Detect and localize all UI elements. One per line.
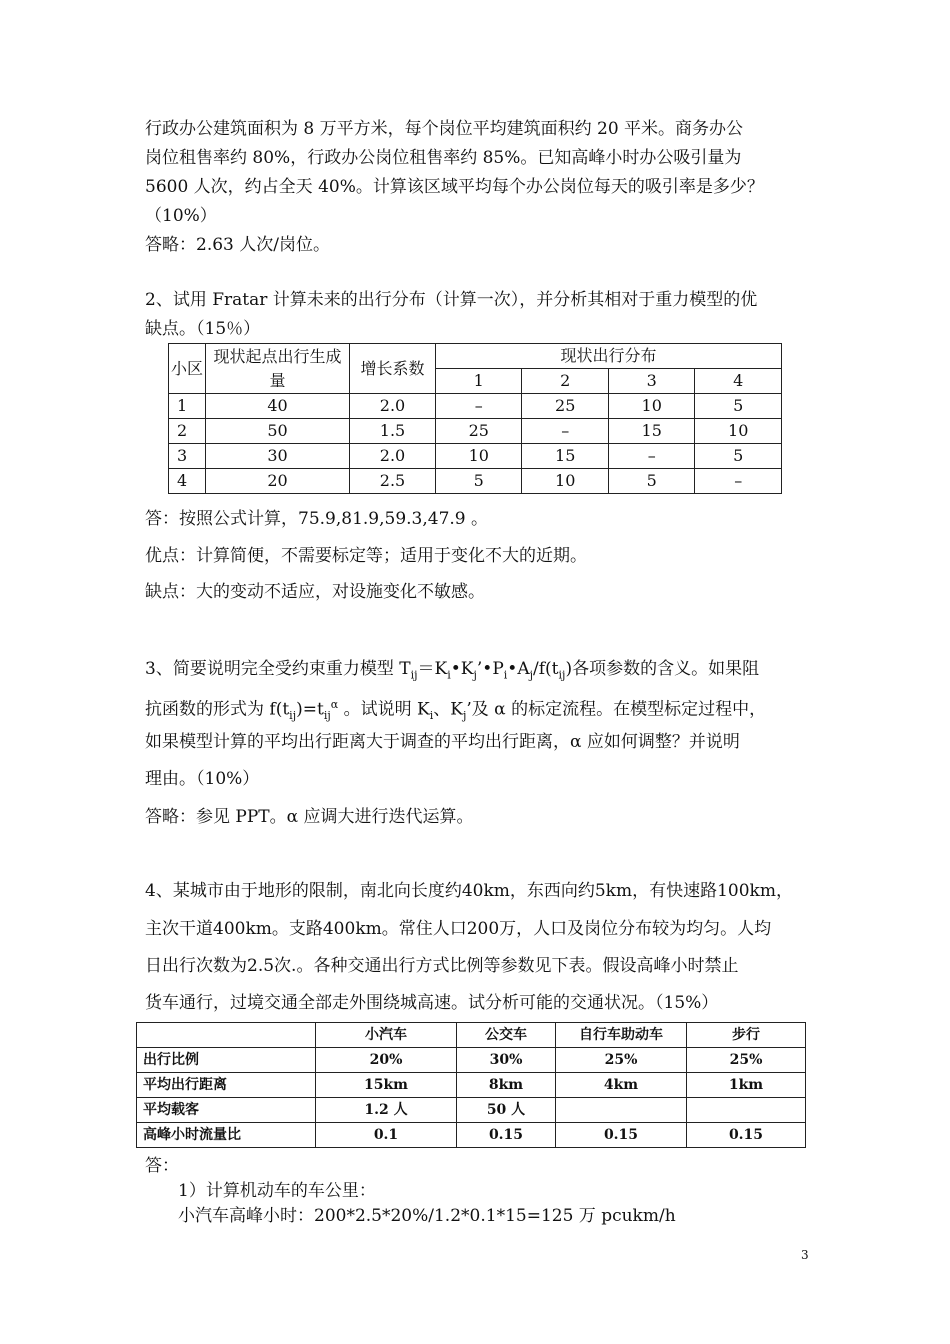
q3-line-4: 理由。（10%） <box>145 769 260 789</box>
table-header-growth: 增长系数 <box>350 344 436 394</box>
table-header-generation: 现状起点出行生成量 <box>206 344 350 394</box>
q4-line-1: 4、某城市由于地形的限制，南北向长度约40km，东西向约5km，有快速路100km， <box>145 881 793 901</box>
q3-line-2: 抗函数的形式为 $f(t_{ij})=t_{ij}^\alpha$ 。试说明 $K_i$、$K_j$’及 α 的标定流程。在模型标定过程中， <box>145 698 767 723</box>
table-header-zone: 小区 <box>169 344 206 394</box>
q2-answer: 答：按照公式计算，75.9,81.9,59.3,47.9 。 <box>145 509 489 529</box>
table-header-row: 小汽车 公交车 自行车助动车 步行 <box>137 1023 806 1048</box>
mode-share-table <box>136 1022 806 1148</box>
q1-line-4: （10%） <box>145 206 217 226</box>
q2-line-1: 2、试用 Fratar 计算未来的出行分布（计算一次），并分析其相对于重力模型的优 <box>145 290 758 310</box>
q2-pros: 优点：计算简便，不需要标定等；适用于变化不大的近期。 <box>145 546 587 566</box>
q1-line-2: 岗位租售率约 80%，行政办公岗位租售率约 85%。已知高峰小时办公吸引量为 <box>145 148 742 168</box>
table-row: 出行比例 20% 30% 25% 25% <box>137 1048 806 1073</box>
q1-answer: 答略：2.63 人次/岗位。 <box>145 235 330 255</box>
q2-cons: 缺点：大的变动不适应，对设施变化不敏感。 <box>145 582 485 602</box>
q3-line-1: 3、简要说明完全受约束重力模型 $T_{ij}=K_i•K_j’•P_i•A_j/f(t_{ij})$各项参数的含义。如果阻 <box>145 659 760 682</box>
q3-answer: 答略：参见 PPT。α 应调大进行迭代运算。 <box>145 807 474 827</box>
q4-line-4: 货车通行，过境交通全部走外围绕城高速。试分析可能的交通状况。（15%） <box>145 993 719 1013</box>
table-header-col-1: 1 <box>436 369 522 394</box>
table-row: 平均出行距离 15km 8km 4km 1km <box>137 1073 806 1098</box>
table-header-col-3: 3 <box>608 369 694 394</box>
table-row: 高峰小时流量比 0.1 0.15 0.15 0.15 <box>137 1123 806 1148</box>
table-row: 平均载客 1.2 人 50 人 <box>137 1098 806 1123</box>
q1-line-1: 行政办公建筑面积为 8 万平方米，每个岗位平均建筑面积约 20 平米。商务办公 <box>145 119 744 139</box>
page-number: 3 <box>801 1248 809 1262</box>
q4-line-3: 日出行次数为2.5次.。各种交通出行方式比例等参数见下表。假设高峰小时禁止 <box>145 956 739 976</box>
table-row: 4 20 2.5 5 10 5 – <box>169 469 782 494</box>
q4-step-1-calc: 小汽车高峰小时：200*2.5*20%/1.2*0.1*15=125 万 pcukm/h <box>178 1206 676 1226</box>
table-header-col-2: 2 <box>522 369 608 394</box>
table-row: 3 30 2.0 10 15 – 5 <box>169 444 782 469</box>
q4-step-1: 1）计算机动车的车公里： <box>178 1181 376 1201</box>
table-row: 2 50 1.5 25 – 15 10 <box>169 419 782 444</box>
table-header-distribution: 现状出行分布 <box>436 344 782 369</box>
q4-line-2: 主次干道400km。支路400km。常住人口200万，人口及岗位分布较为均匀。人均 <box>145 919 772 939</box>
q3-line-3: 如果模型计算的平均出行距离大于调查的平均出行距离，α 应如何调整？并说明 <box>145 732 740 752</box>
table-header-col-4: 4 <box>695 369 782 394</box>
q2-line-2: 缺点。（15％） <box>145 319 261 339</box>
table-row: 1 40 2.0 – 25 10 5 <box>169 394 782 419</box>
q4-answer-label: 答： <box>145 1156 179 1176</box>
q1-line-3: 5600 人次，约占全天 40%。计算该区域平均每个办公岗位每天的吸引率是多少？ <box>145 177 764 197</box>
fratar-table <box>168 343 782 494</box>
